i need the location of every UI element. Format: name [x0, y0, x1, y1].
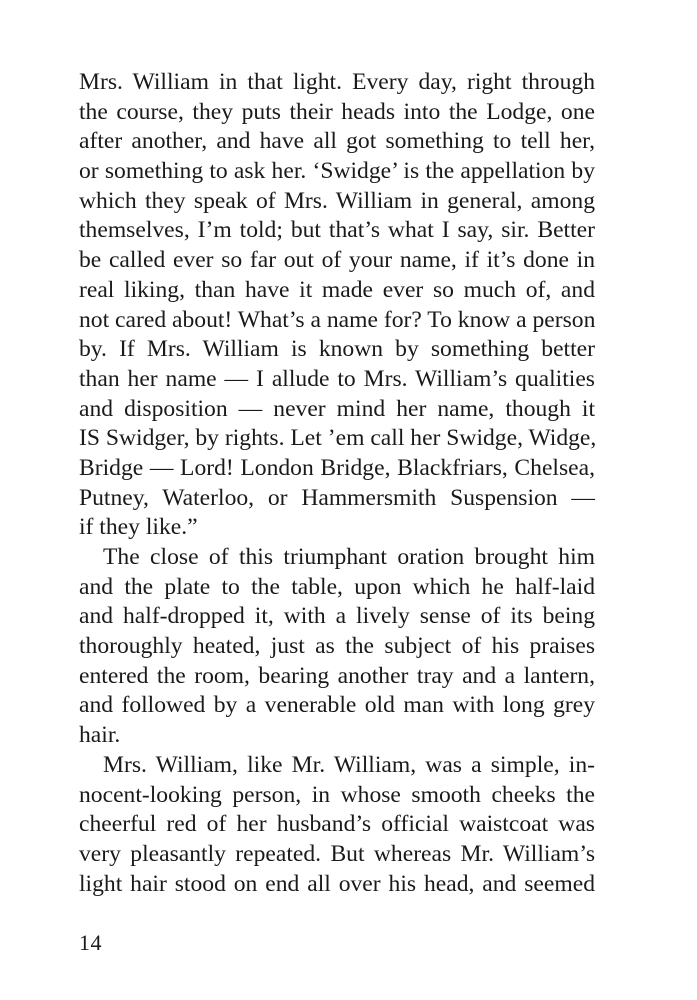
text-line: themselves, I’m told; but that’s what I say, sir. Better — [79, 217, 595, 244]
text-line: Bridge — Lord! London Bridge, Blackfriars, Chelsea, — [79, 454, 595, 481]
text-line: and followed by a venerable old man with long grey — [79, 692, 595, 719]
text-line: and half-dropped it, with a lively sense of its being — [79, 603, 595, 630]
text-line: than her name — I allude to Mrs. William’s qualities — [79, 365, 595, 392]
text-line: The close of this triumphant oration brought him — [103, 544, 595, 570]
text-line: entered the room, bearing another tray and a lantern, — [79, 662, 595, 689]
text-line: Mrs. William, like Mr. William, was a simple, in- — [103, 751, 595, 778]
text-line: and the plate to the table, upon which he half-laid — [79, 573, 595, 600]
text-line: Mrs. William in that light. Every day, right through — [79, 69, 595, 95]
text-line: cheerful red of her husband’s official waistcoat was — [79, 811, 595, 838]
text-line: if they like.” — [79, 514, 198, 541]
text-line: be called ever so far out of your name, if it’s done in — [79, 247, 595, 274]
text-line: hair. — [79, 722, 121, 749]
text-line: IS Swidger, by rights. Let ’em call her Swidge, Widge, — [79, 425, 597, 452]
text-line: which they speak of Mrs. William in general, among — [79, 187, 595, 214]
text-line: and disposition — never mind her name, though it — [79, 395, 595, 422]
text-line: or something to ask her. ‘Swidge’ is the appellation by — [79, 158, 595, 185]
body-text — [79, 68, 595, 899]
text-line: light hair stood on end all over his head, and seemed — [79, 870, 595, 897]
text-line: the course, they puts their heads into the Lodge, one — [79, 98, 595, 125]
text-line: thoroughly heated, just as the subject of his praises — [79, 633, 595, 660]
text-line: nocent-looking person, in whose smooth cheeks the — [79, 781, 595, 808]
text-line: Putney, Waterloo, or Hammersmith Suspension — — [79, 484, 595, 511]
text-line: after another, and have all got something to tell her, — [79, 128, 595, 155]
text-line: by. If Mrs. William is known by something better — [79, 336, 595, 363]
text-line: not cared about! What’s a name for? To know a person — [79, 306, 596, 333]
text-line: real liking, than have it made ever so much of, and — [79, 276, 595, 303]
text-line: very pleasantly repeated. But whereas Mr. William’s — [79, 840, 595, 867]
page-number: 14 — [79, 930, 102, 955]
